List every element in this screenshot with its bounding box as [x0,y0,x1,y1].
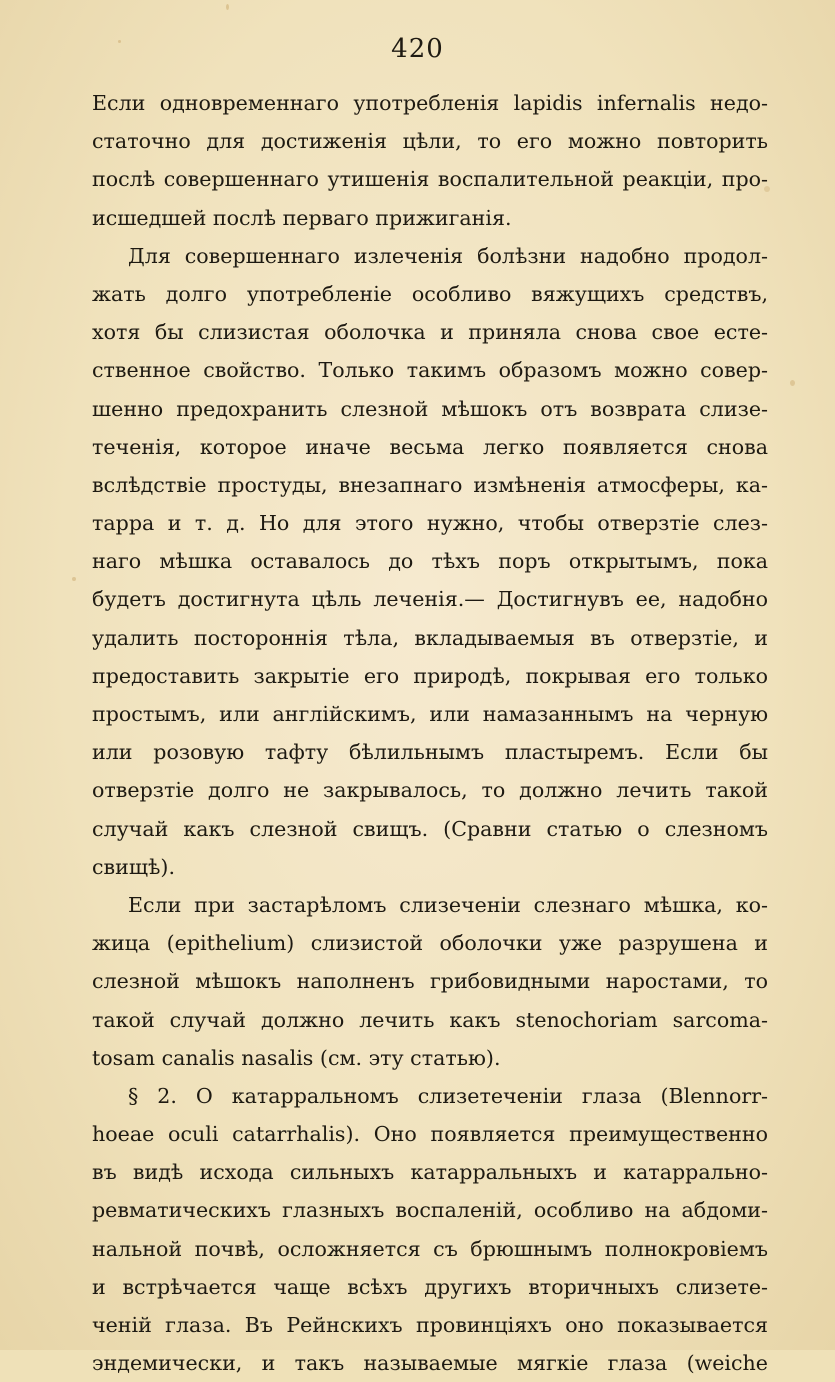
body-text [92,84,768,1382]
text-line: вслѣдствіе простуды, внезапнаго измѣненія атмосферы, ка- [92,472,768,497]
text-line: послѣ совершеннаго утишенія воспалительной реакціи, про- [92,167,768,192]
text-line: предоставить закрытіе его природѣ, покрывая его только [92,663,768,688]
text-line: отверзтіе долго не закрывалось, то должно лечить такой [92,778,768,803]
paper-spot [72,577,76,581]
paper-spot [226,4,229,10]
text-line: тарра и т. д. Но для этого нужно, чтобы отверзтіе слез- [92,511,768,536]
text-line: простымъ, или англійскимъ, или намазаннымъ на черную [92,702,768,726]
text-line: или розовую тафту бѣлильнымъ пластыремъ. Если бы [92,740,768,765]
text-line: Если одновременнаго употребленія lapidis infernalis недо- [92,91,768,115]
text-line: жать долго употребленіе особливо вяжущихъ средствъ, [92,281,768,306]
text-line: ченій глаза. Въ Рейнскихъ провинціяхъ оно показывается [92,1313,768,1337]
text-line: исшедшей послѣ перваго прижиганія. [92,205,512,230]
text-line: hoeae oculi catarrhalis). Оно появляется преимущественно [92,1122,768,1147]
text-line: слезной мѣшокъ наполненъ грибовидными наростами, то [92,969,768,994]
text-line: теченія, которое иначе весьма легко появляется снова [92,434,768,459]
text-line: случай какъ слезной свищъ. (Сравни статью о слезномъ [92,816,768,841]
text-line: удалить постороннія тѣла, вкладываемыя въ отверзтіе, и [92,625,768,650]
text-line: жица (epithelium) слизистой оболочки уже разрушена и [92,931,768,956]
text-line: tosam canalis nasalis (см. эту статью). [92,1045,501,1070]
text-line: § 2. О катарральномъ слизетеченіи глаза (Blennorr- [128,1083,768,1108]
text-line: въ видѣ исхода сильныхъ катарральныхъ и катаррально- [92,1160,768,1185]
text-line: такой случай должно лечить какъ stenochoriam sarcoma- [92,1007,768,1032]
text-line: Если при застарѣломъ слизеченіи слезнаго мѣшка, ко- [128,892,768,917]
page-number: 420 [391,34,444,64]
text-line: ственное свойство. Только такимъ образомъ можно совер- [92,358,768,383]
text-line: шенно предохранить слезной мѣшокъ отъ возврата слизе- [92,396,768,421]
text-line: хотя бы слизистая оболочка и приняла снова свое есте- [92,320,768,345]
text-line: наго мѣшка оставалось до тѣхъ поръ открытымъ, пока [92,549,768,574]
text-line: нальной почвѣ, осложняется съ брюшнымъ полнокровіемъ [92,1236,768,1261]
paper-spot [790,380,795,386]
text-line: и встрѣчается чаще всѣхъ другихъ вторичныхъ слизете- [92,1274,768,1299]
text-line: статочно для достиженія цѣли, то его можно повторить [92,129,768,154]
text-line: Для совершеннаго излеченія болѣзни надобно продол- [128,243,768,268]
text-line: будетъ достигнута цѣль леченія.— Достигнувъ ее, надобно [92,587,768,612]
text-line: эндемически, и такъ называемые мягкіе глаза (weiche [92,1351,768,1376]
text-line: свищѣ). [92,854,175,879]
text-line: ревматическихъ глазныхъ воспаленій, особливо на абдоми- [92,1198,768,1223]
